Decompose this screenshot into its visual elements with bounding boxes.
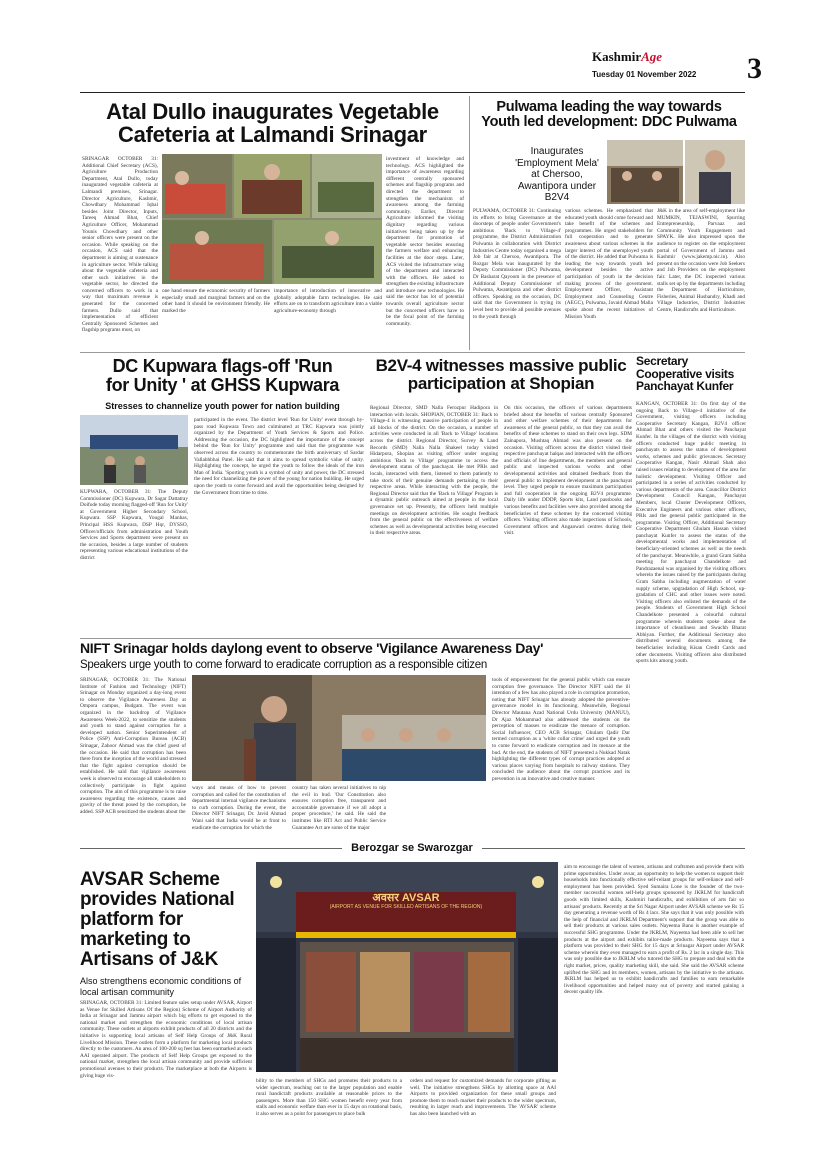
article7-headline-line1: AVSAR Scheme [80, 869, 220, 890]
article4-headline-line1: B2V-4 witnesses massive public [375, 356, 627, 375]
article1-col4: investment of knowledge and technology. ACS highlighted the importance of awareness regarding different centrally sponsored schemes and flagship programs and directed the department to strengthen the mechanism of awareness among the farming community. Earlier, Director Agriculture informed the visiting dignitary regarding various initiatives being taken up by the department for promotion of vegetable sector besides ensuring the farmers welfare and enhancing facilities at the door steps. Later, ACS visited the infrastructure wing of the department and interacted with the officers. He asked to strengthen the existing infrastructure and introduce new technologies. He said the sector has lot of potential towards overall agriculture sector but the concerned officers have to be the focal point of the farming community. [386, 156, 464, 327]
article2-col3: J&K in the area of self-employment like MUMKIN, TEJASWINI, Spurring Entrepreneurship, Parvaaz and Community Youth Engagement and SPAYK. He also impressed upon the audience to register on the employment portal of Government of Jammu and Kashmir (www.jakemp.nic.in). Also present on the occasion were Job Seekers and Job Providers on the employment fair. Later, the DC inspected various stalls set up by the departments including the Department of Horticulture, Fisheries, Animal Husbandry, Khadi and Village Industries, District Industries Centre, Handicrafts and Horticulture. [657, 208, 745, 313]
article3-subhead: Stresses to channelize youth power for nation building [105, 401, 340, 411]
nift-event-photo [192, 675, 486, 781]
masthead [592, 48, 742, 88]
article7-headline-line4: marketing to [80, 928, 191, 950]
page-number: 3 [747, 52, 762, 85]
article5-col1: KANGAN, OCTOBER 31: On first day of the ongoing Back to Village-4 initiative of the Government, visiting officers including Cooperative Secretary Kangan, B2V4 officer Ahmad Bhat and others visited the Panchayat Kunfer. In the villages of the district with visiting officers conducted huge public meeting in panchayats to assess the status of development works, schemes and public grievances. Secretary Cooperative Kangan, Nasir Ahmad Shah also raised issues relating to development of the area for holistic development. Visiting Officer and participated in a series of activities conducted by various departments of the area. Councillor District Development Council Kangan, Panchayat Members, local Cluster Development Officers, Executive Engineers and various other officers, PRIs and the general public participated in the programme. Visiting Officer, Additional Secretary Cooperative Department Ghulam Hassan visited panchayat Kunfer to assess the status of the developmental works and implementation of beneficiary-oriented schemes as well as the needs of the panchayat. Meanwhile, a grand Gram Sabha meeting for panchayat Chandelkote and Pandrazaenal was organised by the visiting officers wherein the issues raised by the participants during Gram Sabha including augmentation of water supply scheme, upgradation of High School, up-gradation of CHC and other issues were noted. Visiting officers also enlisted the demands of the people. Students of Government High School Chandelkote presented a colourful cultural programme wherein students spoke about the importance of cleanliness and Swachh Bharat Abhiyan. Further, the Additional Secretary also distributed several documents among the beneficiaries including Kisan Credit Cards and other documents. Visiting officers also distributed sports kits among youth. [636, 401, 746, 665]
article7-col4: aim to encourage the talent of women, artisans and craftsmen and provide them with prime opportunities. Under avsar, an opportunity to help the women to support their households into functionally effective self-reliant groups for self-reliance and self-employment has been provided. Syed Sumaira Lone is the founder of the two-member successful women self-help groups sponsored by JKRLM for handicraft goods with limited skills, Kashmiri handicrafts, and exhibition of arts fair so artisans' products. Recently at the Sri Nagar Airport under AVSAR scheme we Rs 15 day generating a revenue worth of Rs 4 lacs. She says that it was only possible with the help of financial and JKRLM Department's support that the group was able to sell their products at various sales outlets. Nayeema Bano is another example of successful SHG programme. Under the JKRLM, Nayeema had been able to sell her products at the airport and exhibits tailor-made products. Nayeema says that a platform was provided to their SHG for 15 days at Srinagar Airport under AVSAR scheme wherein they even managed to earn a profit of Rs. 2 lac in a single day. This was only possible due to JKRLM who tutored the SHG to prepare and deal with the right market, prices, quality marketing skill, she said. She said the AVSAR scheme uplifted the SHG and its members, women, artisans by the initiative to the artisans. JKRLM has helped us to exhibit handicrafts and families to earn remarkable livelihood opportunities and helped many out of poverty and started gaining a decent quality life. [564, 864, 744, 996]
avsar-signboard [296, 892, 516, 932]
article1-headline [80, 100, 465, 146]
article-shopian [370, 355, 632, 637]
article2-headline-line1: Pulwama leading the way towards [496, 99, 722, 115]
article1-col1: SRINAGAR OCTOBER 31: Additional Chief Secretary (ACS), Agriculture Production Department, Atal Dullo, today inaugurated vegetable cafeteria at Lalmandi premises, Srinagar. Director Agriculture, Kashmir, Chowdhary Mohammad Iqbal besides Joint Director, Inputs, Tareeq Ahmad Bhat, Chief Agriculture Officer, Mohammad Younis Chowdhary and other senior officers were present on the occasion. While speaking on the occasion, ACS said that the department is aiming at sustenance in agriculture sector. While talking about the vegetable cafeteria and other such initiatives in the vegetable sector, he directed the concerned officers to work in a way that maximum revenue is generated for the concerned farmers. Dullo said that implementation of efficient Centrally Sponsored Schemes and flagship programs must, on [82, 156, 158, 334]
run-for-unity-photo [80, 415, 188, 485]
avsar-signboard-hindi: अवसर [372, 892, 399, 904]
article7-headline-line5: Artisans of J&K [80, 948, 219, 970]
article7-col3: orders and request for customized demands for corporate gifting as well. The initiative strengthens SHGs by allotting space at AAI Airports to provided organization for these small groups and promote them to reach market their products to the wider spectrum, resulting in larger reach and improvements. The 'AVSAR' scheme has also been launched with an [410, 1078, 556, 1117]
article-nift [80, 641, 632, 837]
article-avsar [80, 860, 745, 1150]
article1-headline-line1: Atal Dullo inaugurates Vegetable [106, 99, 439, 124]
article6-subhead: Speakers urge youth to come forward to eradicate corruption as a responsible citizen [80, 659, 487, 671]
article3-photo [80, 415, 188, 485]
article6-photo [192, 675, 486, 781]
article6-col3: country has taken several initiatives to nip the evil in bud. 'Our Constitution also ensures corruption free, transparent and accountable governance if we all adopt a proper procedure,' he said. He said the institutes like RTI Act and Public Service Guarantee Act are some of the major [292, 785, 386, 831]
article-atal-dullo [80, 96, 465, 356]
masthead-logo [592, 48, 662, 66]
article2-subhead: Inaugurates 'Employment Mela' at Chersoo, Awantipora under B2V4 [515, 146, 599, 203]
article4-headline-line2: participation at Shopian [407, 373, 595, 393]
article7-col2: bility to the members of SHGs and promotes their products to a wider spectrum, reaching out to the larger population and enable rural handicraft products available at reasonable prices to the passengers. More than 150 SHG women benefit every year from stalls and economic welfare than ever in 15 days on rotational basis, it also serves as a point for passengers to place bulk [256, 1078, 402, 1117]
article-pulwama [473, 96, 745, 356]
article-kunfer [636, 355, 746, 835]
article5-headline-line1: Secretary [636, 354, 689, 368]
article3-headline-line1: DC Kupwara flags-off 'Run [112, 356, 333, 376]
avsar-signboard-english: AVSAR [401, 892, 440, 904]
masthead-date: Tuesday 01 November 2022 [592, 70, 697, 79]
masthead-rule [80, 92, 745, 93]
article6-col2: ways and means of how to prevent corruption and called for the constitution of departmental internal vigilance mechanisms to curb corruption. During the event, the Director NIFT Srinagar, Dr. Javid Ahmad Wani said that India would be at front to eradicate the corruption for which the [192, 785, 286, 831]
avsar-signboard-tagline: (AIRPORT AS VENUE FOR SKILLED ARTISANS OF THE REGION) [329, 904, 483, 910]
dc-pulwama-photo [685, 140, 745, 204]
section-banner-label: Berozgar se Swarozgar [342, 842, 482, 854]
vegetable-cafeteria-photos [162, 154, 382, 284]
column-divider [469, 96, 470, 350]
article2-photo-2 [685, 140, 745, 204]
article4-col2: On this occasion, the officers of various departments briefed about the benefits of various centrally Sponsored and other welfare schemes of their departments for awareness of the general public, so that they can avail the benefits of these schemes to stand on their own legs. SDM Zainapora, Mushtaq Ahmad was also present on the occasion. Visiting officers across the district visited their respective panchayat halqas and interacted with the officers and officials of line departments, the members and general public and inspected various works and other developmental activities and obtained feedback from the general public to implement development at the panchayat level. They urged people to ensure maximum participation and full cooperation in the ongoing B2V4 programme. Daily life under DDDP, Sports kits, Land passbooks and various benefits and facilities were also provided among the beneficiaries of these schemes by the concerned visiting officers. Visiting officers also made inspections of Schools, Government offices and Anganwari centres during their visit. [504, 405, 632, 537]
section-rule-2 [80, 638, 632, 639]
article1-col3: importance of introduction of innovative and globally adoptable farm technologies. He said efforts are on to transform agriculture into a viable agriculture-economy through [274, 288, 382, 314]
article1-col2: one hand ensure the economic security of farmers especially small and marginal farmers and on the other hand it should be environment friendly. He marked the [162, 288, 270, 314]
article1-headline-line2: Cafeteria at Lalmandi Srinagar [118, 122, 427, 148]
article1-photo-collage [162, 154, 382, 284]
article3-col1: KUPWARA, OCTOBER 31: The Deputy Commissioner (DC) Kupwara, Dr Sagar Dattatray Doifode today morning flagged-off 'Run for Unity' at Government Higher Secondary School, Kupwara. SSP Kupwara, Yougal Manhas, Principal HSS Kupwara, DSP Hqr, DYSSO, Officer/officials from administration and Youth Services and Sports department were present on the occasion, besides a large number of students representing various educational institutions of the district [80, 489, 188, 561]
article4-headline [370, 357, 632, 393]
article-kupwara [80, 355, 365, 637]
article2-headline-line2: Youth led development: DDC Pulwama [481, 114, 737, 131]
article6-headline: NIFT Srinagar holds daylong event to observe 'Vigilance Awareness Day' [80, 640, 544, 656]
article4-col1: Regional Director, SMD Nalla Ferozpur Hadipora in interaction with locals. SHOPIAN, OCTOBER 31: Back to Village-4 is witnessing massive participation of people in all blocks of the district. On the occasion, a number of activities were conducted in all 'Back to Village' locations across the district. Regional Director, Survey & Land Records (SMD) Nalla Nalla Shakeel today visited Hidarpora, Shopian as visiting officer under ongoing ambitious 'Back to Village' programme to access the development status of the panchayat. He met PRIs and locals, interacted with them, listened to them patiently to take stock of their genuine demands pertaining to their respective areas. While interacting with the people, the Regional Director said that the 'Back to Village' Program is a dynamic public outreach aimed at people in the local governance set up. Presently, the officers held multiple meetings on development activities. He sought feedback from the general public on the effectiveness of welfare schemes as well as developmental activities being executed in their respective areas. [370, 405, 498, 537]
section-rule-1 [80, 352, 745, 353]
article3-headline [80, 357, 365, 395]
article2-photo-1 [607, 140, 683, 204]
article3-headline-line2: for Unity ' at GHSS Kupwara [105, 374, 340, 395]
masthead-name-part2: Age [641, 49, 663, 64]
article6-col1: SRINAGAR, OCTOBER 31: The National Institute of Fashion and Technology (NIFT) Srinagar on Monday organized a day-long event to observe the Vigilance Awareness Day at Ompora campus, Budgam. The event was organized in the backdrop of Vigilance Awareness Week-2022, to sensitize the students and youth to stand against corruption for a developed nation. Senior Superintendent of Police (SSP) Anti-Corruption Bureau (ACB) Srinagar, Zahoor Ahmad was the chief guest of the occasion. He said that corruption has been there from the inception of the world and stressed that the fight against corruption should be established. He said that vigilance awareness week is observed to encourage all stakeholders to collectively participate in fight against corruption. The aim of this programme is to raise awareness regarding the existence, causes and gravity of the threat posed by the corruption, he added. SSP ACB sensitized the students about the [80, 677, 186, 815]
article7-subhead: Also strengthens economic conditions of local artisan community [80, 976, 242, 997]
masthead-name-part1: Kashmir [592, 49, 642, 64]
article2-headline [473, 100, 745, 130]
article3-col2: participated in the event. The district level 'Run for Unity' event through by-pass road Kupwara Town and culminated at TRC Kupwara was jointly organized by the Department of Youth Services & Sports and Police. Addressing the occasion, the DC highlighted the importance of the concept behind the 'Run for Unity' programme and said that the programme was observed across the country to commemorate the birth anniversary of Sardar Vallabhbhai Patel. He said that it aims to spread symbolic value of unity. Highlighting the concept, he urged the youth to follow the ideals of the iron Man of India. 'Sporting youth is a symbol of unity and power, the DC stressed the need for channelizing the power of the young for nation building. He urged upon the youth to come forward and avail the opportunities being designed by the Government from time to time. [194, 417, 364, 496]
article5-headline-line2: Cooperative visits [636, 366, 734, 381]
article6-col4: tools of empowerment for the general public which can ensure corruption free governance. The Director NIFT said the ill intention of a few has also played a role in corruption promotion, noting that NIFT Srinagar has already adopted the preventive-governance model in its functioning. Meanwhile, Regional Director Mautana Azad National Urdu University (MANUU), Dr Ajaz Mohammad also addressed the students on the perception of masses to eradicate the menace of corruption. Social Influencer, CEO ACB Srinagar, Ghulam Qadir Dar termed corruption as a 'white collar crime' and urged the youth to come forward to eradicate corruption and its menace at the bud. At the end, the students of NIFT presented a Nukkad Natak highlighting the different types of corrupt practices adopted at various places varying from hospitals to railway stations. They concluded the audience about the corrupt practices and its prevention in an innovative and creative manner. [492, 677, 630, 782]
article2-col1: PULWAMA, OCTOBER 31: Continuing its efforts to bring Governance at the doorsteps of people under Government's ambitious 'Back to Village-4' programme, the District Administration Pulwama in collaboration with District Industries Centre today organised a mega Job fair at Chersoo, Awantipora. The Rozgar Mela was inaugurated by the Deputy Commissioner (DC) Pulwama, Dr Basharat Qayoom in the presence of Additional Deputy Commissioner of Pulwama, Awantipora and other district officers. Speaking on the occasion, DC said that the Government is trying its level best to provide all possible avenues to the youth through [473, 208, 561, 320]
article7-headline [80, 870, 252, 970]
article7-headline-line2: provides National [80, 888, 235, 910]
article2-col2: various schemes. He emphasized that educated youth should come forward and take benefit of the schemes and programmes. He urged stakeholders for full cooperation and to generate awareness about various schemes in the larger interest of the unemployed youth of the district. He added that Pulwama is leading the way towards youth led development besides the active participation of youth in the decision making process of the government. Employment Officer, Assistant Employment and Counseling Centre (AEGC), Pulwama, Javaid Ahmad Malla spoke about the recent initiatives of Mission Youth [565, 208, 653, 320]
article7-photo [256, 862, 558, 1072]
section-banner [80, 842, 745, 856]
article7-headline-line3: platform for [80, 908, 184, 930]
article5-headline-line3: Panchayat Kunfer [636, 379, 734, 394]
article5-headline [636, 355, 746, 393]
employment-mela-photo [607, 140, 683, 204]
article7-col1: SRINAGAR, OCTOBER 31: Limited feature sales setup under AVSAR, Airport as Venue for Skilled Artisans Of the Region) Scheme of Airport Authority of India at Srinagar and Jammu airport which big efforts to get exposed to the national market and strengthen the economic conditions of local artisan community. These outlets at airports exhibit products of all 20 districts and the initiative is supporting local artisans of Self Help Groups of J&K Rural Livelihood Mission. These outlets form a platform for marketing local products directly to the customers. An area of 100-200 sq feet has been earmarked at each AAI operated airport. The products of Self Help Groups get exposed to the national market, strengthen the local artisan community and provide sufficient promotional avenues to their products. The marketplace at both the Airports is giving huge vis- [80, 1000, 252, 1079]
